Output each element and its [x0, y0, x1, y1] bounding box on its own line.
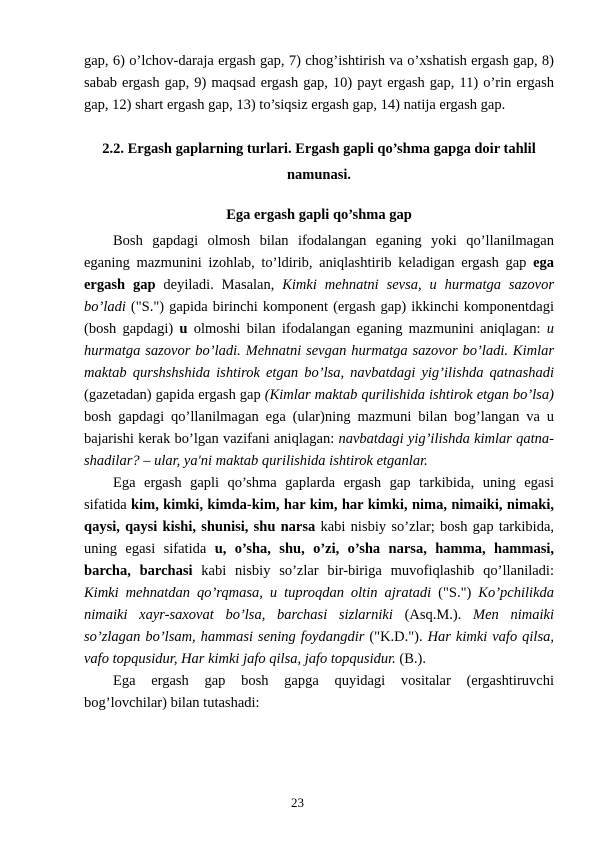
- text-run: kabi nisbiy so’zlar; bosh gap tarkibida, uning egasi sifatida: [84, 519, 555, 557]
- text-run: Ega ergash gapli qo’shma gaplarda ergash gap tarkibida, uning egasi sifatida: [84, 475, 554, 513]
- text-run: bosh gapdagi qo’llanilmagan ega (ular)ning mazmuni bilan bog’langan va u bajarishi kerak bo’lgan vazifani aniqlagan:: [84, 409, 554, 447]
- example-sentence: (Kimlar maktab qurilishida ishtirok etgan bo’lsa): [264, 387, 554, 403]
- example-sentence: u hurmatga sazovor bo’ladi. Mehnatni sevgan hurmatga sazovor bo’ladi. Kimlar maktab qurshshshida ishtirok etgan bo’lsa, navbatdagi yig’ilishda qatnashadi: [84, 321, 554, 381]
- subsection-heading: Ega ergash gapli qo’shma gap: [226, 207, 412, 223]
- paragraph-connectors: Ega ergash gap bosh gapga quyidagi vositalar (ergashtiruvchi bog’lovchilar) bilan tutashadi:: [84, 673, 554, 711]
- text-run: ("S.") gapida birinchi komponent (ergash gap) ikkinchi komponentdagi (bosh gapdagi): [84, 299, 554, 337]
- paragraph-ega-definition: [84, 230, 554, 472]
- example-sentence: Har kimki vafo qilsa, vafo topqusidur, Har kimki jafo qilsa, jafo topqusidur.: [84, 629, 554, 667]
- bold-term-list: kim, kimki, kimda-kim, har kim, har kimki, nima, nimaiki, nimaki, qaysi, qaysi kishi, shunisi, shu narsa: [84, 497, 554, 535]
- paragraph-continuation: gap, 6) o’lchov-daraja ergash gap, 7) chog’ishtirish va o’xshatish ergash gap, 8) sabab ergash gap, 9) maqsad ergash gap, 10) payt ergash gap, 11) o’rin ergash gap, 12) shart ergash gap, 13) to’siqsiz ergash gap, 14) natija ergash gap.: [84, 53, 554, 113]
- example-sentence: Kimki mehnatni sevsa, u hurmatga sazovor bo’ladi: [84, 277, 554, 315]
- text-run: Bosh gapdagi olmosh bilan ifodalangan eganing yoki qo’llanilmagan eganing mazmunini izohlab, to’ldirib, aniqlashtirib keladigan ergash gap: [84, 233, 554, 271]
- bold-term-list: u, o’sha, shu, o’zi, o’sha narsa, hamma, hammasi, barcha, barchasi: [84, 541, 554, 579]
- example-sentence: navbatdagi yig’ilishda kimlar qatna-shadilar? – ular, ya'ni maktab qurilishida ishtirok etganlar.: [84, 431, 554, 469]
- bold-term: u: [179, 321, 188, 337]
- paragraph-relative-words: [84, 472, 554, 670]
- text-run: (B.).: [395, 651, 426, 667]
- text-run: deyiladi. Masalan,: [155, 277, 283, 293]
- text-run: (gazetadan) gapida ergash gap: [84, 387, 265, 403]
- section-heading: 2.2. Ergash gaplarning turlari. Ergash gapli qo’shma gapga doir tahlil namunasi.: [102, 141, 536, 183]
- document-page: [84, 50, 554, 714]
- text-run: kabi nisbiy so’zlar bir-biriga muvofiqlashib qo’llaniladi:: [192, 563, 554, 579]
- text-run: ("S."): [431, 585, 479, 601]
- bold-term: ega ergash gap: [84, 255, 554, 293]
- example-sentence: Ko’pchilikda nimaiki xayr-saxovat bo’lsa, barchasi sizlarniki: [84, 585, 555, 623]
- text-run: olmoshi bilan ifodalangan eganing mazmunini aniqlagan:: [187, 321, 547, 337]
- example-sentence: Kimki mehnatdan qo’rqmasa, u tuproqdan oltin ajratadi: [84, 585, 432, 601]
- text-run: (Asq.M.).: [392, 607, 474, 623]
- page-number: 23: [291, 795, 304, 810]
- text-run: ("K.D.").: [364, 629, 428, 645]
- example-sentence: Men nimaiki so’zlagan bo’lsam, hammasi sening foydangdir: [84, 607, 554, 645]
